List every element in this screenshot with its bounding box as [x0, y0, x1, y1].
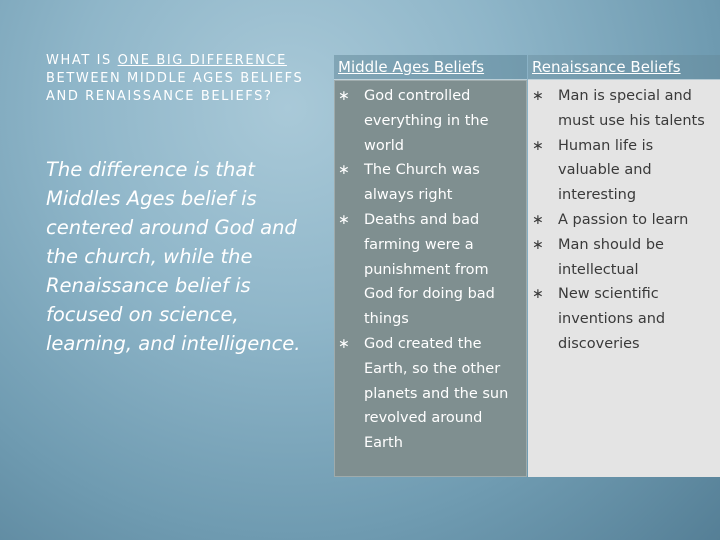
list-item	[528, 134, 720, 208]
list-item-text: Deaths and bad farming were a punishment from God for doing bad things	[364, 211, 495, 328]
list-item-text: The Church was always right	[364, 162, 480, 204]
list-item-text: A passion to learn	[558, 211, 689, 228]
list-item-text: Man should be intellectual	[558, 236, 664, 278]
asterisk-icon: ∗	[532, 137, 544, 154]
renaissance-header: Renaissance Beliefs	[528, 55, 720, 80]
list-item	[334, 158, 527, 208]
list-item-text: God controlled everything in the world	[364, 88, 489, 154]
list-item	[334, 84, 527, 158]
list-item	[528, 233, 720, 283]
renaissance-column	[528, 55, 720, 477]
asterisk-icon: ∗	[532, 286, 544, 303]
list-item	[528, 282, 720, 356]
heading-prefix: WHAT IS	[46, 53, 118, 68]
list-item	[334, 208, 527, 332]
list-item-text: God created the Earth, so the other planets and the sun revolved around Earth	[364, 335, 509, 452]
heading-underlined: ONE BIG DIFFERENCE	[117, 53, 287, 68]
asterisk-icon: ∗	[338, 335, 350, 352]
list-item	[334, 332, 527, 456]
middle-ages-list	[334, 84, 527, 456]
list-item-text: Man is special and must use his talents	[558, 88, 705, 129]
asterisk-icon: ∗	[338, 162, 350, 179]
asterisk-icon: ∗	[532, 211, 544, 228]
list-item-text: New scientific inventions and discoveries	[558, 286, 666, 352]
asterisk-icon: ∗	[532, 236, 544, 253]
body-text: The difference is that Middles Ages belief is centered around God and the church, while the Renaissance belief is focused on science, learning, and intelligence.	[46, 158, 301, 355]
middle-ages-column	[334, 55, 527, 477]
middle-ages-body	[334, 80, 527, 477]
asterisk-icon: ∗	[532, 88, 544, 104]
slide-heading	[46, 52, 316, 106]
list-item	[528, 84, 720, 134]
heading-suffix: BETWEEN MIDDLE AGES BELIEFS AND RENAISSANCE BELIEFS?	[46, 71, 304, 104]
asterisk-icon: ∗	[338, 88, 350, 104]
list-item-text: Human life is valuable and interesting	[558, 137, 654, 204]
renaissance-body	[528, 80, 720, 477]
renaissance-list	[528, 84, 720, 357]
asterisk-icon: ∗	[338, 211, 350, 228]
list-item	[528, 208, 720, 233]
middle-ages-header: Middle Ages Beliefs	[334, 55, 527, 80]
